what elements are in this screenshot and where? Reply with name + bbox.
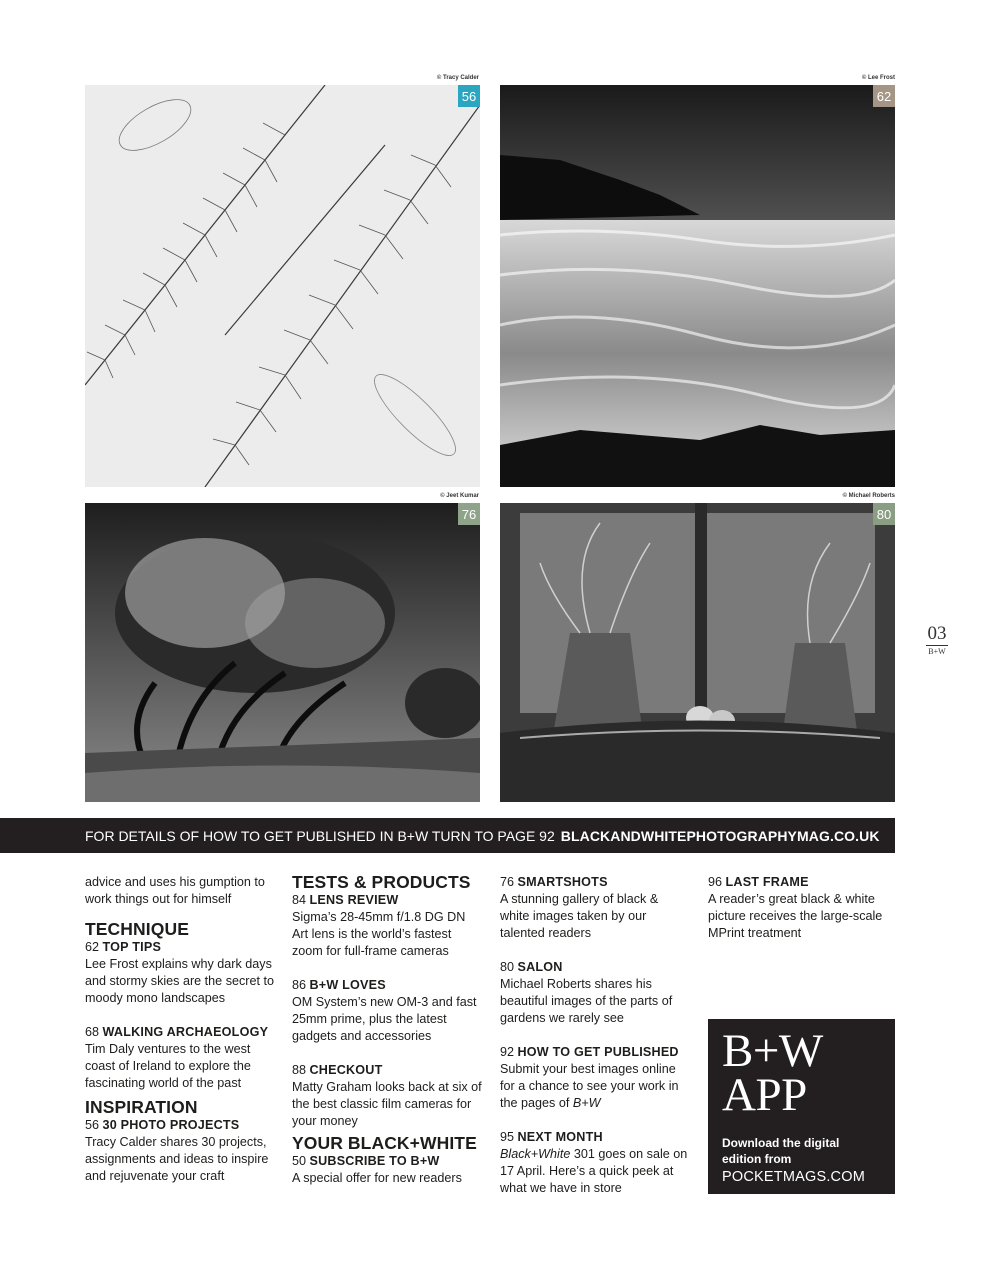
page-badge-76: 76 (458, 503, 480, 525)
photo-credit-tree: © Jeet Kumar (440, 493, 479, 499)
contents-entry[interactable]: 68 WALKING ARCHAEOLOGY Tim Daly ventures to the west coast of Ireland to explore the fascinating world of the past (85, 1025, 269, 1090)
contents-entry[interactable]: 84 LENS REVIEW Sigma’s 28-45mm f/1.8 DG DN Art lens is the world’s fastest zoom for full-frame cameras (292, 893, 466, 958)
contents-entry[interactable]: 88 CHECKOUT Matty Graham looks back at six of the best classic film cameras for your money (292, 1063, 482, 1128)
photo-credit-flowers: © Michael Roberts (842, 493, 895, 499)
page-number (922, 624, 952, 657)
page-badge-56: 56 (458, 85, 480, 107)
contents-entry[interactable]: 95 NEXT MONTH Black+White 301 goes on sale on 17 April. Here’s a quick peek at what we have in store (500, 1130, 688, 1195)
publish-banner-text: FOR DETAILS OF HOW TO GET PUBLISHED IN B+W TURN TO PAGE 92 (85, 827, 555, 844)
contents-column-3 (500, 874, 690, 1214)
photo-ferns[interactable] (85, 85, 480, 487)
page-number-rule (926, 645, 948, 646)
website-link[interactable]: BLACKANDWHITEPHOTOGRAPHYMAG.CO.UK (560, 827, 880, 844)
fern-icon (85, 85, 480, 487)
flowers-icon (500, 503, 895, 802)
contents-column-4 (708, 874, 898, 959)
contents-entry[interactable]: 86 B+W LOVES OM System’s new OM-3 and fast 25mm prime, plus the latest gadgets and accessories (292, 978, 477, 1043)
section-heading-technique: TECHNIQUE (85, 919, 189, 939)
publish-banner (0, 818, 895, 853)
app-download-text: Download the digital edition from (722, 1136, 840, 1166)
contents-entry[interactable]: 56 30 PHOTO PROJECTS Tracy Calder shares 30 projects, assignments and ideas to inspire and rejuvenate your craft (85, 1118, 269, 1183)
contents-entry[interactable]: 62 TOP TIPS Lee Frost explains why dark days and stormy skies are the secret to moody mono landscapes (85, 940, 274, 1005)
app-promo-box[interactable] (708, 1019, 895, 1194)
continued-text: advice and uses his gumption to work things out for himself (85, 875, 265, 906)
contents-entry[interactable]: 80 SALON Michael Roberts shares his beautiful images of the parts of gardens we rarely see (500, 960, 673, 1025)
page-number-label: B+W (928, 647, 946, 656)
pocketmags-link[interactable]: POCKETMAGS.COM (722, 1169, 865, 1185)
photo-credit-fern: © Tracy Calder (436, 75, 479, 81)
photo-credit-waterfall: © Lee Frost (861, 75, 895, 81)
photo-tree[interactable] (85, 503, 480, 802)
section-heading-your-bw: YOUR BLACK+WHITE (292, 1133, 477, 1153)
contents-entry[interactable]: 50 SUBSCRIBE TO B+W A special offer for new readers (292, 1154, 462, 1185)
waterfall-icon (500, 85, 895, 487)
contents-column-1 (85, 874, 275, 1202)
contents-entry[interactable]: 92 HOW TO GET PUBLISHED Submit your best images online for a chance to see your work in the pages of B+W (500, 1045, 679, 1110)
app-title-line1: B+W (722, 1025, 823, 1077)
section-heading-tests: TESTS & PRODUCTS (292, 872, 471, 892)
page-number-value: 03 (927, 623, 947, 644)
page-badge-62: 62 (873, 85, 895, 107)
page-badge-80: 80 (873, 503, 895, 525)
app-title-line2: APP (722, 1069, 807, 1121)
tree-icon (85, 503, 480, 802)
section-heading-inspiration: INSPIRATION (85, 1097, 198, 1117)
contents-column-2 (292, 871, 482, 1204)
photo-flowers[interactable] (500, 503, 895, 802)
photo-waterfall[interactable] (500, 85, 895, 487)
contents-entry[interactable]: 96 LAST FRAME A reader’s great black & white picture receives the large-scale MPrint treatment (708, 875, 883, 940)
contents-entry[interactable]: 76 SMARTSHOTS A stunning gallery of black & white images taken by our talented readers (500, 875, 659, 940)
